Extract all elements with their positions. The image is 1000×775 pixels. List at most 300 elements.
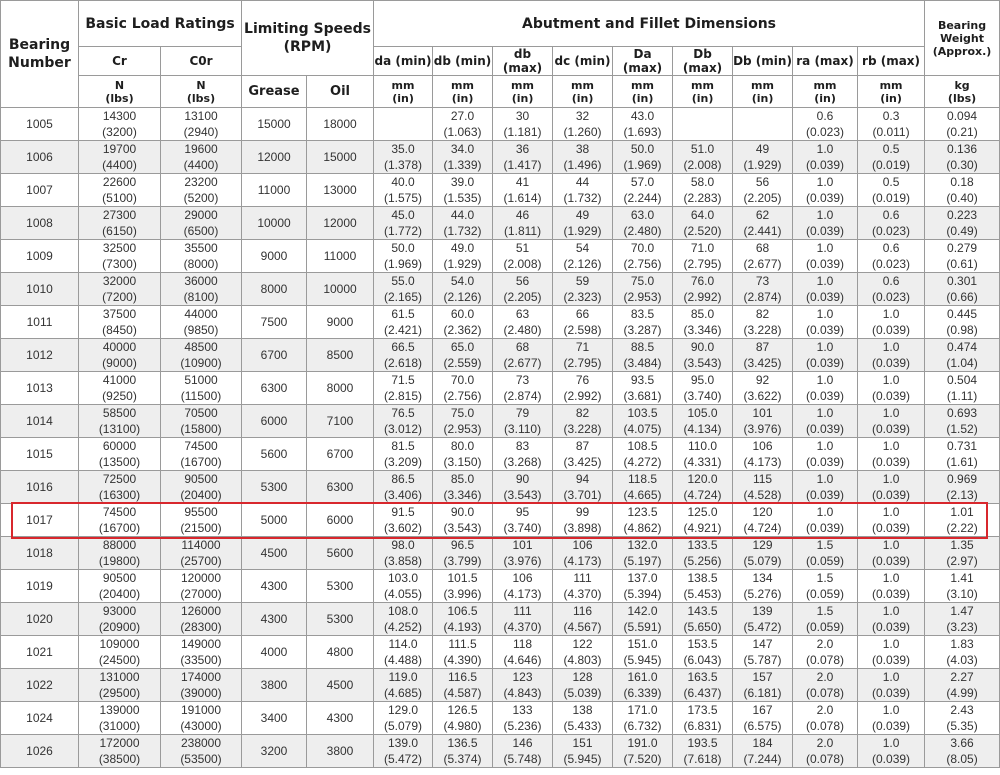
cell-bearing-number: 1005 [1, 108, 79, 141]
table-row [1, 636, 1000, 669]
cell-Db-min: 82 (3.228) [733, 306, 793, 339]
cell-ra-max: 1.0 (0.039) [793, 207, 858, 240]
cell-weight: 0.301 (0.66) [925, 273, 1000, 306]
cell-dc-min: 38 (1.496) [553, 141, 613, 174]
cell-Db-min: 167 (6.575) [733, 702, 793, 735]
cell-rb-max: 0.5 (0.019) [858, 141, 925, 174]
cell-weight: 0.731 (1.61) [925, 438, 1000, 471]
cell-bearing-number: 1012 [1, 339, 79, 372]
cell-db-max: 63 (2.480) [493, 306, 553, 339]
cell-cr: 40000 (9000) [79, 339, 161, 372]
cell-dc-min: 111 (4.370) [553, 570, 613, 603]
cell-db-min: 34.0 (1.339) [433, 141, 493, 174]
unit-mm: mm (in) [553, 76, 613, 108]
cell-rb-max: 1.0 (0.039) [858, 603, 925, 636]
cell-cr: 88000 (19800) [79, 537, 161, 570]
cell-Db-min: 49 (1.929) [733, 141, 793, 174]
unit-mm: mm (in) [733, 76, 793, 108]
cell-Db-min: 62 (2.441) [733, 207, 793, 240]
cell-db-min: 54.0 (2.126) [433, 273, 493, 306]
cell-cr: 22600 (5100) [79, 174, 161, 207]
cell-db-min: 80.0 (3.150) [433, 438, 493, 471]
cell-da-min: 139.0 (5.472) [374, 735, 433, 768]
cell-db-min: 136.5 (5.374) [433, 735, 493, 768]
cell-oil: 3800 [307, 735, 374, 768]
cell-Db-min: 120 (4.724) [733, 504, 793, 537]
cell-da-min: 129.0 (5.079) [374, 702, 433, 735]
cell-bearing-number: 1018 [1, 537, 79, 570]
cell-Da-max: 43.0 (1.693) [613, 108, 673, 141]
header-basic-load: Basic Load Ratings [79, 1, 242, 47]
cell-dc-min: 71 (2.795) [553, 339, 613, 372]
cell-rb-max: 1.0 (0.039) [858, 570, 925, 603]
cell-grease: 12000 [242, 141, 307, 174]
cell-da-min: 91.5 (3.602) [374, 504, 433, 537]
cell-oil: 6300 [307, 471, 374, 504]
cell-Db-max: 120.0 (4.724) [673, 471, 733, 504]
cell-oil: 5300 [307, 570, 374, 603]
cell-grease: 6000 [242, 405, 307, 438]
cell-db-max: 79 (3.110) [493, 405, 553, 438]
cell-Db-max: 193.5 (7.618) [673, 735, 733, 768]
table-row [1, 405, 1000, 438]
unit-mm: mm (in) [793, 76, 858, 108]
header-db-min: db (min) [433, 47, 493, 76]
cell-rb-max: 1.0 (0.039) [858, 438, 925, 471]
cell-bearing-number: 1015 [1, 438, 79, 471]
cell-ra-max: 1.0 (0.039) [793, 438, 858, 471]
cell-oil: 11000 [307, 240, 374, 273]
cell-grease: 8000 [242, 273, 307, 306]
cell-bearing-number: 1008 [1, 207, 79, 240]
cell-grease: 6300 [242, 372, 307, 405]
cell-Db-max: 105.0 (4.134) [673, 405, 733, 438]
table-row [1, 141, 1000, 174]
cell-cr: 139000 (31000) [79, 702, 161, 735]
table-row [1, 372, 1000, 405]
table-row [1, 537, 1000, 570]
cell-db-min: 106.5 (4.193) [433, 603, 493, 636]
cell-Da-max: 57.0 (2.244) [613, 174, 673, 207]
cell-Db-max: 64.0 (2.520) [673, 207, 733, 240]
cell-Db-max: 85.0 (3.346) [673, 306, 733, 339]
table-row [1, 174, 1000, 207]
cell-Db-min: 129 (5.079) [733, 537, 793, 570]
cell-dc-min: 54 (2.126) [553, 240, 613, 273]
cell-cor: 95500 (21500) [161, 504, 242, 537]
cell-Db-max: 76.0 (2.992) [673, 273, 733, 306]
cell-grease: 4300 [242, 603, 307, 636]
cell-ra-max: 2.0 (0.078) [793, 669, 858, 702]
cell-Da-max: 142.0 (5.591) [613, 603, 673, 636]
cell-ra-max: 1.0 (0.039) [793, 405, 858, 438]
cell-db-max: 41 (1.614) [493, 174, 553, 207]
cell-weight: 0.279 (0.61) [925, 240, 1000, 273]
cell-bearing-number: 1021 [1, 636, 79, 669]
cell-dc-min: 87 (3.425) [553, 438, 613, 471]
cell-Da-max: 50.0 (1.969) [613, 141, 673, 174]
cell-grease: 15000 [242, 108, 307, 141]
cell-rb-max: 1.0 (0.039) [858, 636, 925, 669]
cell-weight: 3.66 (8.05) [925, 735, 1000, 768]
cell-Db-max: 51.0 (2.008) [673, 141, 733, 174]
table-body [1, 108, 1000, 768]
cell-db-max: 56 (2.205) [493, 273, 553, 306]
cell-bearing-number: 1007 [1, 174, 79, 207]
cell-grease: 9000 [242, 240, 307, 273]
cell-da-min: 40.0 (1.575) [374, 174, 433, 207]
cell-db-max: 46 (1.811) [493, 207, 553, 240]
cell-cor: 149000 (33500) [161, 636, 242, 669]
cell-ra-max: 2.0 (0.078) [793, 702, 858, 735]
cell-rb-max: 1.0 (0.039) [858, 372, 925, 405]
cell-db-max: 90 (3.543) [493, 471, 553, 504]
cell-ra-max: 1.0 (0.039) [793, 306, 858, 339]
cell-ra-max: 1.0 (0.039) [793, 504, 858, 537]
table-row [1, 306, 1000, 339]
cell-rb-max: 1.0 (0.039) [858, 306, 925, 339]
table-row [1, 735, 1000, 768]
table-row [1, 240, 1000, 273]
cell-Da-max: 75.0 (2.953) [613, 273, 673, 306]
cell-weight: 0.136 (0.30) [925, 141, 1000, 174]
cell-Db-max: 173.5 (6.831) [673, 702, 733, 735]
cell-grease: 3800 [242, 669, 307, 702]
cell-cor: 74500 (16700) [161, 438, 242, 471]
cell-Db-min: 106 (4.173) [733, 438, 793, 471]
cell-grease: 5300 [242, 471, 307, 504]
cell-Db-max: 110.0 (4.331) [673, 438, 733, 471]
cell-db-min: 101.5 (3.996) [433, 570, 493, 603]
cell-da-min: 98.0 (3.858) [374, 537, 433, 570]
cell-dc-min: 66 (2.598) [553, 306, 613, 339]
cell-weight: 1.01 (2.22) [925, 504, 1000, 537]
cell-oil: 6000 [307, 504, 374, 537]
cell-rb-max: 1.0 (0.039) [858, 735, 925, 768]
cell-weight: 0.474 (1.04) [925, 339, 1000, 372]
cell-weight: 1.41 (3.10) [925, 570, 1000, 603]
cell-bearing-number: 1020 [1, 603, 79, 636]
cell-cr: 32500 (7300) [79, 240, 161, 273]
cell-Da-max: 63.0 (2.480) [613, 207, 673, 240]
cell-bearing-number: 1022 [1, 669, 79, 702]
cell-db-max: 51 (2.008) [493, 240, 553, 273]
cell-oil: 7100 [307, 405, 374, 438]
cell-rb-max: 0.3 (0.011) [858, 108, 925, 141]
cell-db-min: 49.0 (1.929) [433, 240, 493, 273]
cell-cr: 19700 (4400) [79, 141, 161, 174]
cell-bearing-number: 1006 [1, 141, 79, 174]
table-row [1, 504, 1000, 537]
cell-da-min [374, 108, 433, 141]
cell-weight: 0.504 (1.11) [925, 372, 1000, 405]
cell-dc-min: 44 (1.732) [553, 174, 613, 207]
cell-Db-min: 68 (2.677) [733, 240, 793, 273]
cell-da-min: 45.0 (1.772) [374, 207, 433, 240]
cell-db-max: 146 (5.748) [493, 735, 553, 768]
cell-da-min: 114.0 (4.488) [374, 636, 433, 669]
cell-db-min: 44.0 (1.732) [433, 207, 493, 240]
cell-db-max: 118 (4.646) [493, 636, 553, 669]
cell-cr: 74500 (16700) [79, 504, 161, 537]
table-row [1, 339, 1000, 372]
cell-rb-max: 0.6 (0.023) [858, 240, 925, 273]
cell-Da-max: 88.5 (3.484) [613, 339, 673, 372]
header-Db-min: Db (min) [733, 47, 793, 76]
cell-Da-max: 132.0 (5.197) [613, 537, 673, 570]
unit-mm: mm (in) [493, 76, 553, 108]
header-Da-max: Da (max) [613, 47, 673, 76]
cell-Da-max: 123.5 (4.862) [613, 504, 673, 537]
header-db-max: db (max) [493, 47, 553, 76]
cell-cr: 131000 (29500) [79, 669, 161, 702]
header-abutment: Abutment and Fillet Dimensions [374, 1, 925, 47]
cell-Db-max: 95.0 (3.740) [673, 372, 733, 405]
table-header [1, 1, 1000, 108]
cell-ra-max: 0.6 (0.023) [793, 108, 858, 141]
cell-db-max: 83 (3.268) [493, 438, 553, 471]
cell-Da-max: 161.0 (6.339) [613, 669, 673, 702]
cell-da-min: 50.0 (1.969) [374, 240, 433, 273]
cell-cor: 51000 (11500) [161, 372, 242, 405]
cell-cr: 32000 (7200) [79, 273, 161, 306]
cell-Db-min: 92 (3.622) [733, 372, 793, 405]
cell-cor: 90500 (20400) [161, 471, 242, 504]
cell-db-max: 101 (3.976) [493, 537, 553, 570]
cell-grease: 4000 [242, 636, 307, 669]
cell-grease: 4300 [242, 570, 307, 603]
cell-Db-min: 87 (3.425) [733, 339, 793, 372]
cell-dc-min: 106 (4.173) [553, 537, 613, 570]
cell-rb-max: 0.6 (0.023) [858, 207, 925, 240]
cell-grease: 7500 [242, 306, 307, 339]
cell-db-min: 39.0 (1.535) [433, 174, 493, 207]
cell-rb-max: 1.0 (0.039) [858, 669, 925, 702]
cell-dc-min: 76 (2.992) [553, 372, 613, 405]
header-cor: C0r [161, 47, 242, 76]
cell-weight: 2.43 (5.35) [925, 702, 1000, 735]
cell-da-min: 66.5 (2.618) [374, 339, 433, 372]
cell-ra-max: 1.5 (0.059) [793, 603, 858, 636]
cell-da-min: 61.5 (2.421) [374, 306, 433, 339]
cell-cor: 191000 (43000) [161, 702, 242, 735]
cell-ra-max: 1.0 (0.039) [793, 141, 858, 174]
cell-cr: 58500 (13100) [79, 405, 161, 438]
cell-rb-max: 0.5 (0.019) [858, 174, 925, 207]
cell-oil: 4300 [307, 702, 374, 735]
cell-grease: 4500 [242, 537, 307, 570]
cell-dc-min: 151 (5.945) [553, 735, 613, 768]
cell-dc-min: 138 (5.433) [553, 702, 613, 735]
cell-Da-max: 103.5 (4.075) [613, 405, 673, 438]
cell-bearing-number: 1019 [1, 570, 79, 603]
cell-Da-max: 70.0 (2.756) [613, 240, 673, 273]
cell-cor: 36000 (8100) [161, 273, 242, 306]
cell-Db-max: 143.5 (5.650) [673, 603, 733, 636]
cell-Da-max: 83.5 (3.287) [613, 306, 673, 339]
unit-cor: N (lbs) [161, 76, 242, 108]
cell-oil: 4500 [307, 669, 374, 702]
cell-Db-max [673, 108, 733, 141]
header-weight: Bearing Weight (Approx.) [925, 1, 1000, 76]
cell-cr: 109000 (24500) [79, 636, 161, 669]
cell-Db-min [733, 108, 793, 141]
cell-db-min: 65.0 (2.559) [433, 339, 493, 372]
unit-mm: mm (in) [613, 76, 673, 108]
cell-cr: 90500 (20400) [79, 570, 161, 603]
cell-rb-max: 1.0 (0.039) [858, 504, 925, 537]
unit-cr: N (lbs) [79, 76, 161, 108]
cell-cr: 72500 (16300) [79, 471, 161, 504]
header-ra-max: ra (max) [793, 47, 858, 76]
cell-da-min: 103.0 (4.055) [374, 570, 433, 603]
cell-Da-max: 171.0 (6.732) [613, 702, 673, 735]
cell-oil: 15000 [307, 141, 374, 174]
cell-db-min: 75.0 (2.953) [433, 405, 493, 438]
cell-weight: 1.83 (4.03) [925, 636, 1000, 669]
cell-db-min: 90.0 (3.543) [433, 504, 493, 537]
cell-cr: 27300 (6150) [79, 207, 161, 240]
cell-Db-max: 90.0 (3.543) [673, 339, 733, 372]
cell-rb-max: 0.6 (0.023) [858, 273, 925, 306]
cell-weight: 0.693 (1.52) [925, 405, 1000, 438]
cell-ra-max: 1.0 (0.039) [793, 174, 858, 207]
cell-Da-max: 93.5 (3.681) [613, 372, 673, 405]
cell-Db-max: 133.5 (5.256) [673, 537, 733, 570]
cell-cor: 174000 (39000) [161, 669, 242, 702]
unit-mm: mm (in) [858, 76, 925, 108]
cell-rb-max: 1.0 (0.039) [858, 537, 925, 570]
cell-grease: 5000 [242, 504, 307, 537]
cell-oil: 5300 [307, 603, 374, 636]
cell-weight: 2.27 (4.99) [925, 669, 1000, 702]
cell-ra-max: 1.0 (0.039) [793, 240, 858, 273]
cell-Da-max: 151.0 (5.945) [613, 636, 673, 669]
cell-Db-min: 157 (6.181) [733, 669, 793, 702]
unit-kg: kg (lbs) [925, 76, 1000, 108]
cell-db-max: 133 (5.236) [493, 702, 553, 735]
cell-grease: 5600 [242, 438, 307, 471]
cell-dc-min: 94 (3.701) [553, 471, 613, 504]
cell-rb-max: 1.0 (0.039) [858, 339, 925, 372]
cell-Db-min: 101 (3.976) [733, 405, 793, 438]
cell-db-min: 27.0 (1.063) [433, 108, 493, 141]
cell-db-min: 116.5 (4.587) [433, 669, 493, 702]
cell-cor: 19600 (4400) [161, 141, 242, 174]
cell-weight: 0.223 (0.49) [925, 207, 1000, 240]
cell-db-max: 73 (2.874) [493, 372, 553, 405]
table-row [1, 603, 1000, 636]
cell-oil: 10000 [307, 273, 374, 306]
unit-mm: mm (in) [673, 76, 733, 108]
cell-ra-max: 1.0 (0.039) [793, 273, 858, 306]
cell-oil: 18000 [307, 108, 374, 141]
cell-bearing-number: 1014 [1, 405, 79, 438]
cell-dc-min: 116 (4.567) [553, 603, 613, 636]
cell-Db-max: 163.5 (6.437) [673, 669, 733, 702]
cell-dc-min: 32 (1.260) [553, 108, 613, 141]
cell-bearing-number: 1024 [1, 702, 79, 735]
cell-cor: 120000 (27000) [161, 570, 242, 603]
cell-Db-min: 134 (5.276) [733, 570, 793, 603]
cell-weight: 0.445 (0.98) [925, 306, 1000, 339]
cell-grease: 6700 [242, 339, 307, 372]
cell-rb-max: 1.0 (0.039) [858, 702, 925, 735]
cell-dc-min: 99 (3.898) [553, 504, 613, 537]
cell-ra-max: 2.0 (0.078) [793, 636, 858, 669]
cell-da-min: 76.5 (3.012) [374, 405, 433, 438]
cell-Da-max: 191.0 (7.520) [613, 735, 673, 768]
cell-cr: 14300 (3200) [79, 108, 161, 141]
cell-da-min: 71.5 (2.815) [374, 372, 433, 405]
header-rb-max: rb (max) [858, 47, 925, 76]
cell-bearing-number: 1013 [1, 372, 79, 405]
cell-oil: 8500 [307, 339, 374, 372]
table-row [1, 570, 1000, 603]
cell-dc-min: 49 (1.929) [553, 207, 613, 240]
cell-weight: 0.094 (0.21) [925, 108, 1000, 141]
cell-da-min: 81.5 (3.209) [374, 438, 433, 471]
cell-Db-min: 147 (5.787) [733, 636, 793, 669]
cell-oil: 5600 [307, 537, 374, 570]
cell-oil: 6700 [307, 438, 374, 471]
table-row [1, 273, 1000, 306]
cell-cor: 114000 (25700) [161, 537, 242, 570]
cell-bearing-number: 1011 [1, 306, 79, 339]
cell-db-max: 36 (1.417) [493, 141, 553, 174]
cell-cor: 23200 (5200) [161, 174, 242, 207]
cell-db-max: 123 (4.843) [493, 669, 553, 702]
cell-ra-max: 1.5 (0.059) [793, 570, 858, 603]
cell-weight: 0.18 (0.40) [925, 174, 1000, 207]
cell-oil: 9000 [307, 306, 374, 339]
cell-db-min: 60.0 (2.362) [433, 306, 493, 339]
header-bearing-number: Bearing Number [1, 1, 79, 108]
header-grease: Grease [242, 76, 307, 108]
cell-dc-min: 122 (4.803) [553, 636, 613, 669]
cell-db-min: 111.5 (4.390) [433, 636, 493, 669]
cell-bearing-number: 1010 [1, 273, 79, 306]
cell-dc-min: 128 (5.039) [553, 669, 613, 702]
cell-db-max: 111 (4.370) [493, 603, 553, 636]
cell-cor: 13100 (2940) [161, 108, 242, 141]
cell-oil: 4800 [307, 636, 374, 669]
cell-dc-min: 59 (2.323) [553, 273, 613, 306]
cell-Db-min: 115 (4.528) [733, 471, 793, 504]
cell-cor: 48500 (10900) [161, 339, 242, 372]
cell-cor: 238000 (53500) [161, 735, 242, 768]
table-row [1, 438, 1000, 471]
header-da-min: da (min) [374, 47, 433, 76]
cell-db-max: 95 (3.740) [493, 504, 553, 537]
header-dc-min: dc (min) [553, 47, 613, 76]
cell-db-min: 126.5 (4.980) [433, 702, 493, 735]
cell-da-min: 119.0 (4.685) [374, 669, 433, 702]
cell-grease: 3400 [242, 702, 307, 735]
cell-grease: 10000 [242, 207, 307, 240]
table-row [1, 669, 1000, 702]
cell-ra-max: 1.5 (0.059) [793, 537, 858, 570]
cell-da-min: 35.0 (1.378) [374, 141, 433, 174]
cell-oil: 12000 [307, 207, 374, 240]
table-row [1, 702, 1000, 735]
cell-Db-min: 139 (5.472) [733, 603, 793, 636]
cell-Db-max: 71.0 (2.795) [673, 240, 733, 273]
cell-cr: 93000 (20900) [79, 603, 161, 636]
cell-bearing-number: 1026 [1, 735, 79, 768]
cell-grease: 11000 [242, 174, 307, 207]
cell-oil: 13000 [307, 174, 374, 207]
